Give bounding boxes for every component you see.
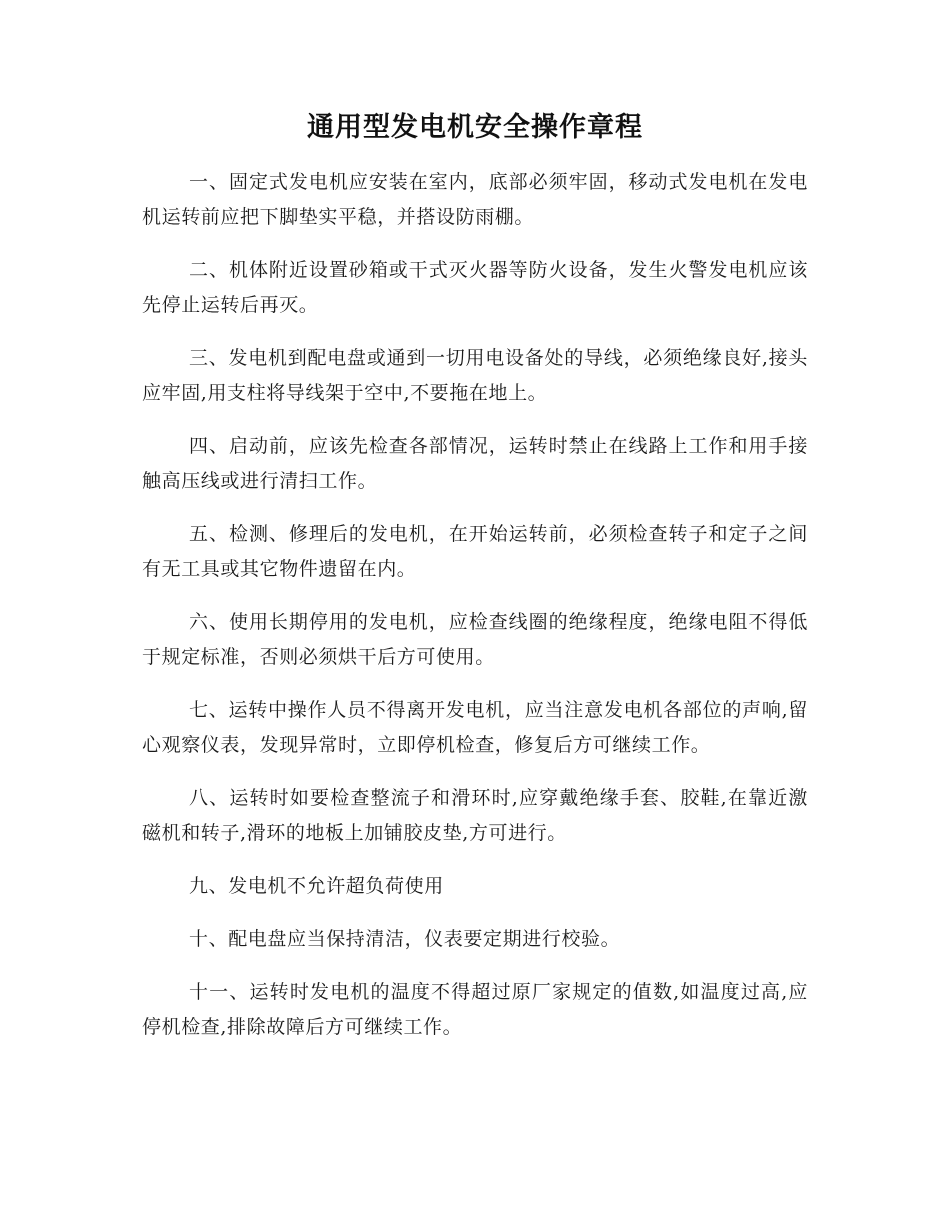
paragraph-3: 三、发电机到配电盘或通到一切用电设备处的导线，必须绝缘良好,接头应牢固,用支柱将导线架于空中,不要拖在地上。 — [142, 347, 808, 404]
paragraph-9: 九、发电机不允许超负荷使用 — [189, 875, 444, 897]
paragraph-2: 二、机体附近设置砂箱或干式灭火器等防火设备，发生火警发电机应该先停止运转后再灭。 — [142, 259, 808, 316]
document-body — [142, 165, 808, 1063]
paragraph-11: 十一、运转时发电机的温度不得超过原厂家规定的值数,如温度过高,应停机检查,排除故障后方可继续工作。 — [142, 981, 808, 1038]
paragraph-5: 五、检测、修理后的发电机，在开始运转前，必须检查转子和定子之间有无工具或其它物件遗留在内。 — [142, 523, 808, 580]
paragraph-4: 四、启动前，应该先检查各部情况，运转时禁止在线路上工作和用手接触高压线或进行清扫工作。 — [142, 435, 808, 492]
paragraph-6: 六、使用长期停用的发电机，应检查线圈的绝缘程度，绝缘电阻不得低于规定标准，否则必须烘干后方可使用。 — [142, 611, 808, 668]
paragraph-10: 十、配电盘应当保持清洁，仪表要定期进行校验。 — [189, 928, 621, 950]
document-title: 通用型发电机安全操作章程 — [307, 112, 643, 143]
paragraph-1: 一、固定式发电机应安装在室内，底部必须牢固，移动式发电机在发电机运转前应把下脚垫实平稳，并搭设防雨棚。 — [142, 171, 808, 228]
paragraph-7: 七、运转中操作人员不得离开发电机，应当注意发电机各部位的声响,留心观察仪表，发现异常时，立即停机检查，修复后方可继续工作。 — [142, 699, 808, 756]
paragraph-8: 八、运转时如要检查整流子和滑环时,应穿戴绝缘手套、胶鞋,在靠近激磁机和转子,滑环的地板上加铺胶皮垫,方可进行。 — [142, 787, 808, 844]
